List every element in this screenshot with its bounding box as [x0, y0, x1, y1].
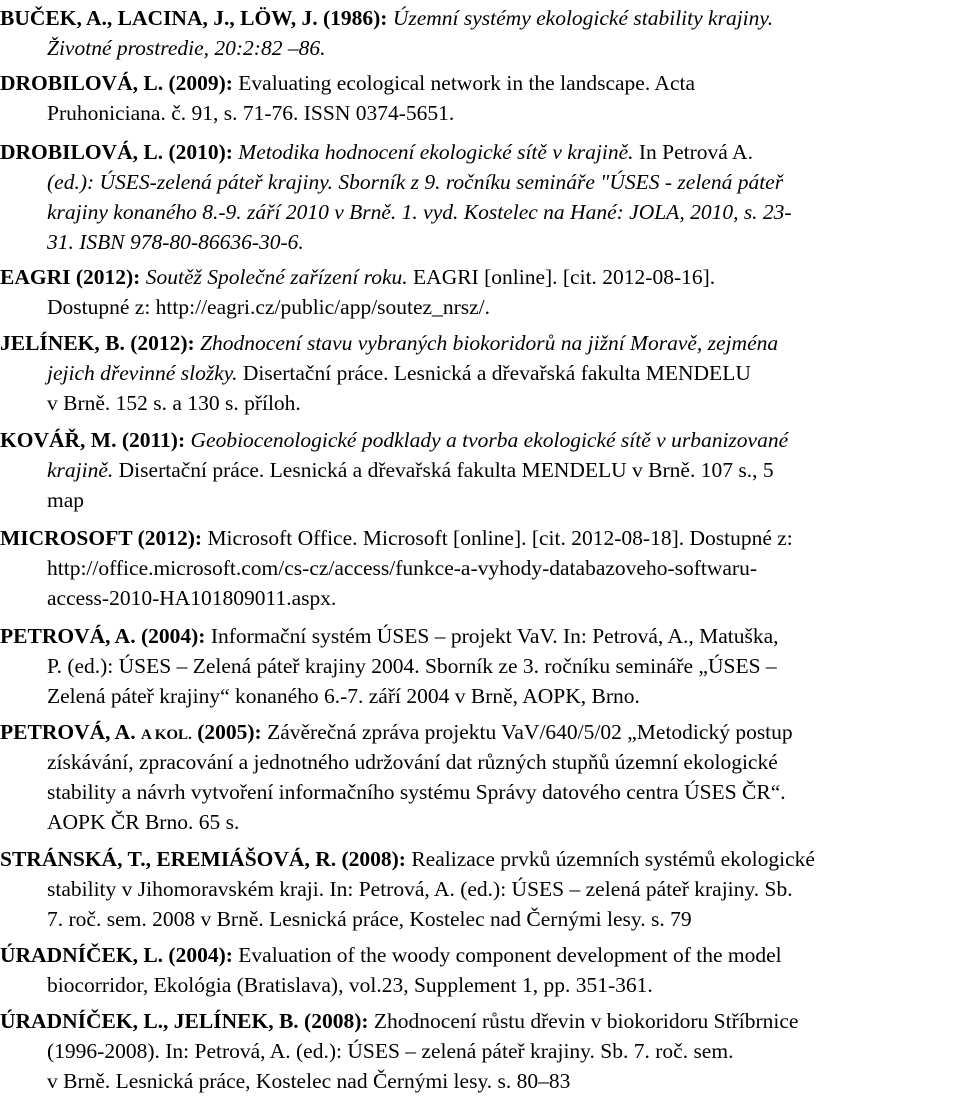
reference-continuation-line — [0, 358, 960, 388]
reference-text: Microsoft Office. Microsoft [online]. [cit. 2012-08-18]. Dostupné z: — [202, 526, 793, 550]
reference-first-line — [0, 940, 960, 970]
reference-author-year: BUČEK, A., LACINA, J., LÖW, J. (1986): — [0, 6, 388, 30]
reference-text: 7. roč. sem. 2008 v Brně. Lesnická práce, Kostelec nad Černými lesy. s. 79 — [47, 907, 692, 931]
reference-entry — [0, 1006, 960, 1096]
reference-continuation-line — [0, 681, 960, 711]
reference-text: Dostupné z: http://eagri.cz/public/app/soutez_nrsz/. — [47, 295, 491, 319]
reference-continuation-line — [0, 33, 960, 63]
reference-entry — [0, 425, 960, 515]
reference-author-year: MICROSOFT (2012): — [0, 526, 203, 550]
reference-entry — [0, 717, 960, 837]
reference-text: Zelená páteř krajiny“ konaného 6.-7. září 2004 v Brně, AOPK, Brno. — [47, 684, 640, 708]
reference-text: Metodika hodnocení ekologické sítě v krajině. — [232, 140, 639, 164]
reference-continuation-line — [0, 167, 960, 197]
reference-text: jejich dřevinné složky. — [47, 361, 243, 385]
reference-author-year: EAGRI (2012): — [0, 265, 141, 289]
reference-text: krajiny konaného 8.-9. září 2010 v Brně. 1. vyd. Kostelec na Hané: JOLA, 2010, s. 23- — [47, 200, 792, 224]
reference-text: stability a návrh vytvoření informačního systému Správy datového centra ÚSES ČR“. — [47, 780, 786, 804]
reference-first-line — [0, 3, 960, 33]
reference-text: P. (ed.): ÚSES – Zelená páteř krajiny 2004. Sborník ze 3. ročníku semináře „ÚSES – — [47, 654, 777, 678]
reference-continuation-line — [0, 807, 960, 837]
reference-author-year: KOVÁŘ, M. (2011): — [0, 428, 186, 452]
reference-entry — [0, 940, 960, 1000]
reference-author-year: ÚRADNÍČEK, L. (2004): — [0, 943, 233, 967]
reference-first-line — [0, 717, 960, 747]
reference-author-year: (2005): — [191, 720, 262, 744]
reference-text: Závěrečná zpráva projektu VaV/640/5/02 „Metodický postup — [261, 720, 793, 744]
reference-text: http://office.microsoft.com/cs-cz/access/funkce-a-vyhody-databazoveho-softwaru- — [47, 556, 758, 580]
reference-text: v Brně. 152 s. a 130 s. příloh. — [47, 391, 301, 415]
reference-first-line — [0, 844, 960, 874]
reference-author-year: JELÍNEK, B. (2012): — [0, 331, 195, 355]
reference-text: Informační systém ÚSES – projekt VaV. In: Petrová, A., Matuška, — [205, 624, 779, 648]
reference-author-year: A KOL. — [140, 727, 192, 743]
reference-entry — [0, 523, 960, 613]
reference-text: Disertační práce. Lesnická a dřevařská fakulta MENDELU v Brně. 107 s., 5 — [118, 458, 774, 482]
reference-continuation-line — [0, 970, 960, 1000]
reference-text: získávání, zpracování a jednotného udržování dat různých stupňů územní ekologické — [47, 750, 778, 774]
reference-author-year: DROBILOVÁ, L. (2009): — [0, 71, 233, 95]
reference-text: Disertační práce. Lesnická a dřevařská fakulta MENDELU — [242, 361, 751, 385]
reference-continuation-line — [0, 651, 960, 681]
reference-text: access-2010-HA101809011.aspx. — [47, 586, 337, 610]
reference-first-line — [0, 68, 960, 98]
reference-entry — [0, 844, 960, 934]
reference-text: Pruhoniciana. č. 91, s. 71-76. ISSN 0374-5651. — [47, 101, 455, 125]
reference-text: Soutěž Společné zařízení roku. — [140, 265, 414, 289]
reference-continuation-line — [0, 227, 960, 257]
reference-entry — [0, 3, 960, 63]
reference-text: stability v Jihomoravském kraji. In: Petrová, A. (ed.): ÚSES – zelená páteř krajiny. Sb. — [47, 877, 793, 901]
reference-text: EAGRI [online]. [cit. 2012-08-16]. — [413, 265, 716, 289]
reference-author-year: DROBILOVÁ, L. (2010): — [0, 140, 233, 164]
reference-continuation-line — [0, 553, 960, 583]
reference-first-line — [0, 425, 960, 455]
reference-text: krajině. — [47, 458, 119, 482]
reference-continuation-line — [0, 904, 960, 934]
reference-text: Zhodnocení růstu dřevin v biokoridoru Stříbrnice — [368, 1009, 799, 1033]
reference-text: Evaluating ecological network in the landscape. Acta — [232, 71, 696, 95]
reference-entry — [0, 621, 960, 711]
reference-continuation-line — [0, 197, 960, 227]
reference-continuation-line — [0, 1036, 960, 1066]
reference-continuation-line — [0, 583, 960, 613]
reference-first-line — [0, 523, 960, 553]
reference-continuation-line — [0, 485, 960, 515]
reference-text: Realizace prvků územních systémů ekologické — [405, 847, 815, 871]
reference-entry — [0, 262, 960, 322]
reference-continuation-line — [0, 777, 960, 807]
reference-author-year: STRÁNSKÁ, T., EREMIÁŠOVÁ, R. (2008): — [0, 847, 406, 871]
reference-text: Územní systémy ekologické stability krajiny. — [387, 6, 774, 30]
reference-author-year: PETROVÁ, A. (2004): — [0, 624, 206, 648]
reference-text: Geobiocenologické podklady a tvorba ekologické sítě v urbanizované — [185, 428, 789, 452]
reference-author-year: PETROVÁ, A. — [0, 720, 141, 744]
reference-text: (ed.): ÚSES-zelená páteř krajiny. Sborník z 9. ročníku semináře "ÚSES - zelená páteř — [47, 170, 784, 194]
reference-continuation-line — [0, 455, 960, 485]
reference-author-year: ÚRADNÍČEK, L., JELÍNEK, B. (2008): — [0, 1009, 369, 1033]
reference-text: biocorridor, Ekológia (Bratislava), vol.23, Supplement 1, pp. 351-361. — [47, 973, 653, 997]
reference-continuation-line — [0, 874, 960, 904]
reference-text: AOPK ČR Brno. 65 s. — [47, 810, 240, 834]
reference-text: 31. ISBN 978-80-86636-30-6. — [47, 230, 304, 254]
reference-text: map — [47, 488, 85, 512]
reference-first-line — [0, 1006, 960, 1036]
reference-continuation-line — [0, 98, 960, 128]
reference-text: (1996-2008). In: Petrová, A. (ed.): ÚSES – zelená páteř krajiny. Sb. 7. roč. sem. — [47, 1039, 734, 1063]
reference-text: Životné prostredie, 20:2:82 –86. — [47, 36, 326, 60]
reference-entry — [0, 137, 960, 257]
reference-continuation-line — [0, 292, 960, 322]
reference-first-line — [0, 137, 960, 167]
reference-continuation-line — [0, 388, 960, 418]
reference-text: Evaluation of the woody component development of the model — [232, 943, 782, 967]
reference-entry — [0, 68, 960, 128]
reference-text: v Brně. Lesnická práce, Kostelec nad Černými lesy. s. 80–83 — [47, 1069, 571, 1093]
reference-continuation-line — [0, 1066, 960, 1096]
reference-first-line — [0, 621, 960, 651]
reference-text: Zhodnocení stavu vybraných biokoridorů na jižní Moravě, zejména — [194, 331, 779, 355]
reference-text: In Petrová A. — [638, 140, 753, 164]
reference-entry — [0, 328, 960, 418]
reference-continuation-line — [0, 747, 960, 777]
reference-first-line — [0, 262, 960, 292]
reference-first-line — [0, 328, 960, 358]
